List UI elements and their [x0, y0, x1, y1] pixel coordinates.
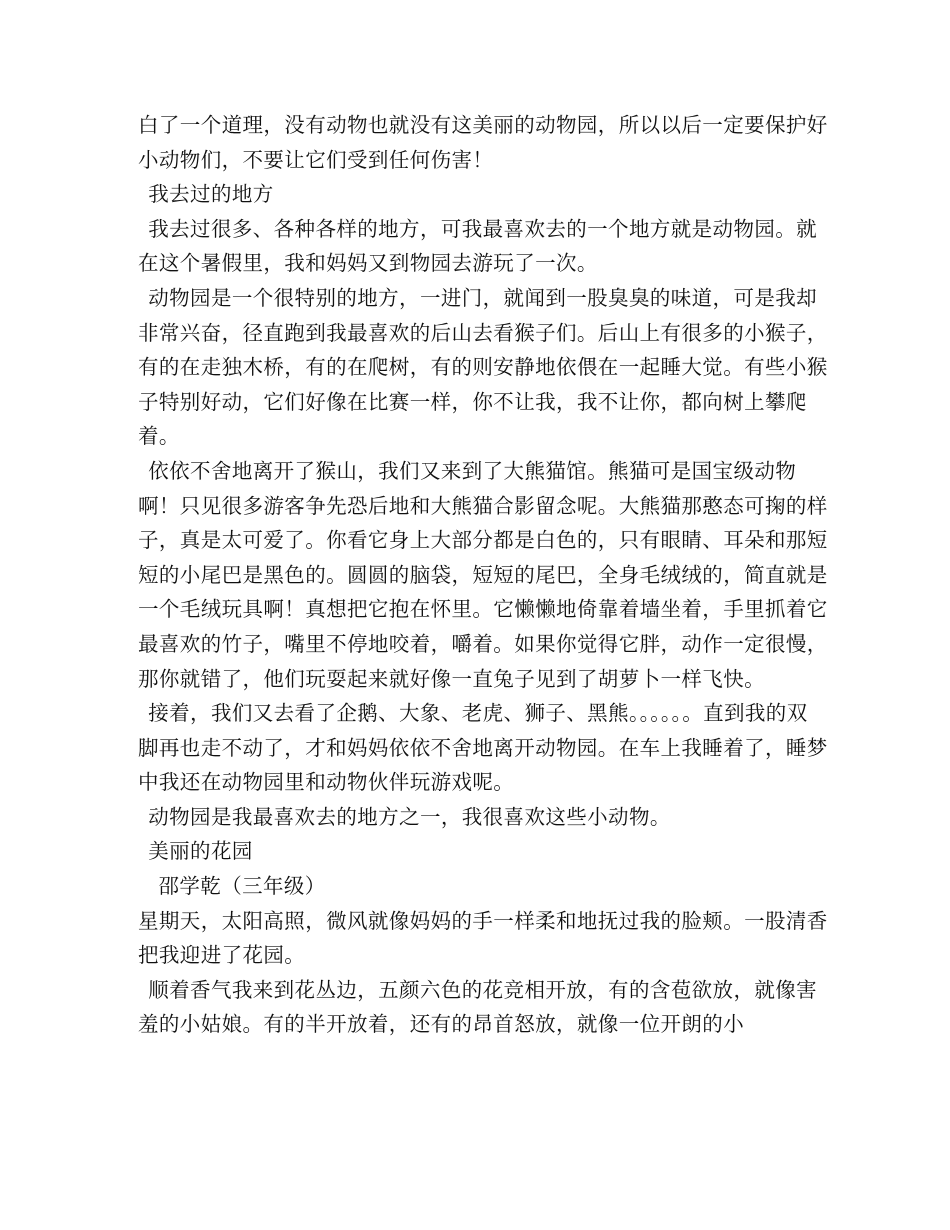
section-title-garden: 美丽的花园	[148, 839, 253, 864]
paragraph-8: 顺着香气我来到花丛边，五颜六色的花竞相开放，有的含苞欲放，就像害羞的小姑娘。有的半开放着，还有的昂首怒放，就像一位开朗的小	[138, 977, 818, 1037]
section-title-zoo: 我去过的地方	[148, 182, 274, 207]
paragraph-3: 动物园是一个很特别的地方，一进门，就闻到一股臭臭的味道，可是我却非常兴奋，径直跑到我最喜欢的后山去看猴子们。后山上有很多的小猴子，有的在走独木桥，有的在爬树，有的则安静地依偎在一起睡大觉。有些小猴子特别好动，它们好像在比赛一样，你不让我，我不让你，都向树上攀爬着。	[138, 285, 828, 449]
paragraph-6: 动物园是我最喜欢去的地方之一，我很喜欢这些小动物。	[148, 804, 671, 829]
paragraph-4: 依依不舍地离开了猴山，我们又来到了大熊猫馆。熊猫可是国宝级动物啊！只见很多游客争先恐后地和大熊猫合影留念呢。大熊猫那憨态可掬的样子，真是太可爱了。你看它身上大部分都是白色的，只有眼睛、耳朵和那短短的小尾巴是黑色的。圆圆的脑袋，短短的尾巴，全身毛绒绒的，简直就是一个毛绒玩具啊！真想把它抱在怀里。它懒懒地倚靠着墙坐着，手里抓着它最喜欢的竹子，嘴里不停地咬着，嚼着。如果你觉得它胖，动作一定很慢，那你就错了，他们玩耍起来就好像一直兔子见到了胡萝卜一样飞快。	[138, 458, 828, 691]
paragraph-7: 星期天，太阳高照，微风就像妈妈的手一样柔和地抚过我的脸颊。一股清香把我迎进了花园。	[138, 908, 828, 968]
author-line: 邵学乾（三年级）	[158, 874, 326, 899]
document-page	[138, 108, 828, 1042]
paragraph-5: 接着，我们又去看了企鹅、大象、老虎、狮子、黑熊。。。。。。直到我的双脚再也走不动了，才和妈妈依依不舍地离开动物园。在车上我睡着了，睡梦中我还在动物园里和动物伙伴玩游戏呢。	[138, 701, 828, 795]
paragraph-1: 白了一个道理，没有动物也就没有这美丽的动物园，所以以后一定要保护好小动物们，不要让它们受到任何伤害！	[138, 113, 828, 172]
paragraph-2: 我去过很多、各种各样的地方，可我最喜欢去的一个地方就是动物园。就在这个暑假里，我和妈妈又到物园去游玩了一次。	[138, 216, 818, 276]
